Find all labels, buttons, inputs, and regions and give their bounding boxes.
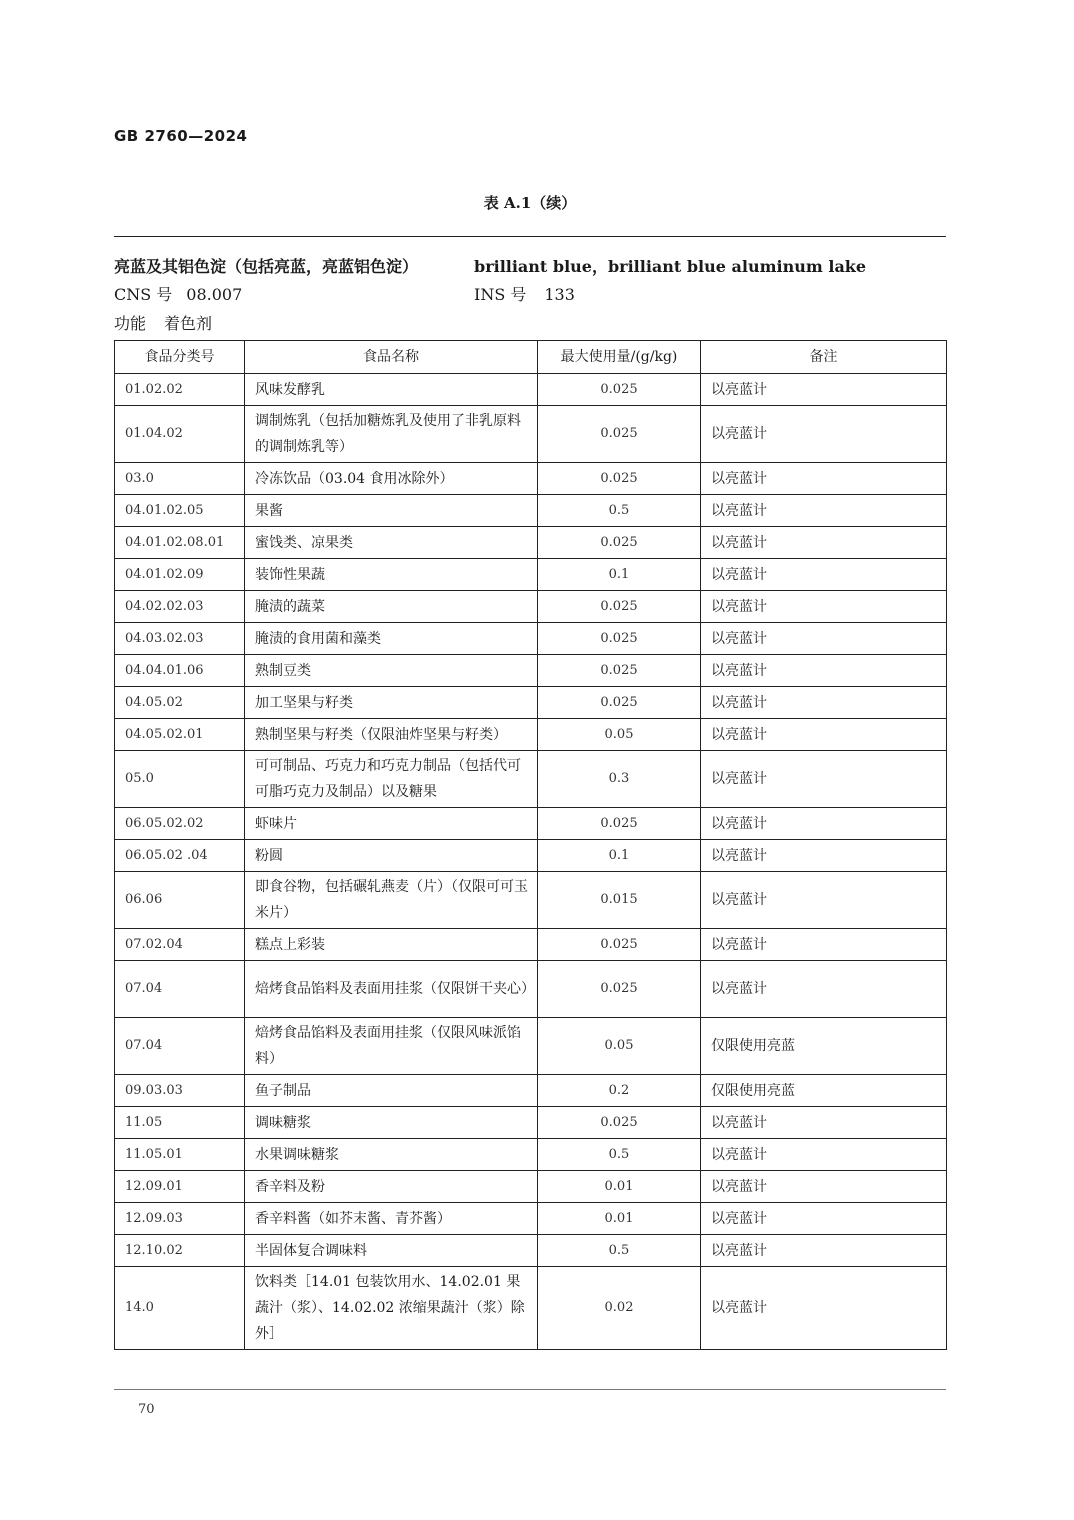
max-usage-value: 0.5 [538, 1139, 701, 1171]
ins-label: INS 号 [474, 285, 527, 304]
table-row [115, 591, 947, 623]
food-name: 虾味片 [245, 808, 538, 840]
max-usage-value: 0.025 [538, 655, 701, 687]
remark: 以亮蓝计 [701, 1235, 947, 1267]
max-usage-value: 0.025 [538, 929, 701, 961]
remark: 以亮蓝计 [701, 527, 947, 559]
additive-usage-table [114, 340, 947, 1350]
food-name: 蜜饯类、凉果类 [245, 527, 538, 559]
table-row [115, 1267, 947, 1350]
footer-rule [114, 1389, 946, 1390]
food-name: 香辛料及粉 [245, 1171, 538, 1203]
table-caption: 表 A.1（续） [483, 194, 577, 212]
column-header: 食品分类号 [115, 341, 245, 374]
table-row [115, 751, 947, 808]
table-row [115, 1139, 947, 1171]
ins-value: 133 [544, 285, 575, 304]
table-row [115, 687, 947, 719]
table-row [115, 929, 947, 961]
food-category-code: 01.04.02 [115, 406, 245, 463]
food-name: 粉圆 [245, 840, 538, 872]
column-header: 备注 [701, 341, 947, 374]
food-category-code: 12.09.01 [115, 1171, 245, 1203]
food-name: 装饰性果蔬 [245, 559, 538, 591]
remark: 以亮蓝计 [701, 929, 947, 961]
max-usage-value: 0.1 [538, 840, 701, 872]
remark: 以亮蓝计 [701, 1107, 947, 1139]
food-category-code: 04.01.02.05 [115, 495, 245, 527]
remark: 以亮蓝计 [701, 840, 947, 872]
remark: 以亮蓝计 [701, 751, 947, 808]
food-category-code: 07.04 [115, 1018, 245, 1075]
remark: 以亮蓝计 [701, 406, 947, 463]
table-row [115, 406, 947, 463]
remark: 以亮蓝计 [701, 495, 947, 527]
food-name: 腌渍的食用菌和藻类 [245, 623, 538, 655]
food-category-code: 04.02.02.03 [115, 591, 245, 623]
additive-name-cn: 亮蓝及其铝色淀（包括亮蓝，亮蓝铝色淀） [114, 257, 419, 276]
food-name: 饮料类［14.01 包装饮用水、14.02.01 果蔬汁（浆）、14.02.02 浓缩果蔬汁（浆）除外］ [245, 1267, 538, 1350]
max-usage-value: 0.025 [538, 687, 701, 719]
food-name: 冷冻饮品（03.04 食用冰除外） [245, 463, 538, 495]
remark: 以亮蓝计 [701, 591, 947, 623]
cns-line [114, 282, 242, 305]
max-usage-value: 0.015 [538, 872, 701, 929]
table-row [115, 1107, 947, 1139]
caption-rule [114, 236, 946, 237]
table-row [115, 840, 947, 872]
table-row [115, 655, 947, 687]
food-category-code: 06.05.02 .04 [115, 840, 245, 872]
max-usage-value: 0.025 [538, 527, 701, 559]
max-usage-value: 0.01 [538, 1171, 701, 1203]
remark: 以亮蓝计 [701, 374, 947, 406]
food-name: 风味发酵乳 [245, 374, 538, 406]
food-category-code: 06.06 [115, 872, 245, 929]
food-category-code: 12.09.03 [115, 1203, 245, 1235]
table-row [115, 1235, 947, 1267]
table-row [115, 527, 947, 559]
remark: 以亮蓝计 [701, 1267, 947, 1350]
remark: 以亮蓝计 [701, 872, 947, 929]
table-row [115, 623, 947, 655]
function-label: 功能 [114, 314, 147, 333]
remark: 以亮蓝计 [701, 1203, 947, 1235]
table-row [115, 1171, 947, 1203]
max-usage-value: 0.025 [538, 374, 701, 406]
max-usage-value: 0.025 [538, 961, 701, 1018]
max-usage-value: 0.05 [538, 719, 701, 751]
remark: 以亮蓝计 [701, 655, 947, 687]
remark: 以亮蓝计 [701, 1139, 947, 1171]
table-row [115, 719, 947, 751]
food-name: 糕点上彩装 [245, 929, 538, 961]
remark: 以亮蓝计 [701, 463, 947, 495]
food-category-code: 05.0 [115, 751, 245, 808]
table-row [115, 559, 947, 591]
max-usage-value: 0.2 [538, 1075, 701, 1107]
remark: 仅限使用亮蓝 [701, 1018, 947, 1075]
page-number: 70 [138, 1402, 155, 1417]
food-category-code: 04.01.02.08.01 [115, 527, 245, 559]
cns-label: CNS 号 [114, 285, 173, 304]
table-row [115, 1075, 947, 1107]
table-row [115, 374, 947, 406]
remark: 以亮蓝计 [701, 719, 947, 751]
max-usage-value: 0.5 [538, 1235, 701, 1267]
max-usage-value: 0.025 [538, 591, 701, 623]
column-header: 食品名称 [245, 341, 538, 374]
function-value: 着色剂 [164, 314, 213, 333]
food-category-code: 03.0 [115, 463, 245, 495]
max-usage-value: 0.025 [538, 463, 701, 495]
food-name: 香辛料酱（如芥末酱、青芥酱） [245, 1203, 538, 1235]
max-usage-value: 0.01 [538, 1203, 701, 1235]
remark: 以亮蓝计 [701, 961, 947, 1018]
food-category-code: 04.01.02.09 [115, 559, 245, 591]
table-row [115, 1203, 947, 1235]
food-name: 半固体复合调味料 [245, 1235, 538, 1267]
table-body [115, 374, 947, 1350]
max-usage-value: 0.02 [538, 1267, 701, 1350]
remark: 以亮蓝计 [701, 623, 947, 655]
food-category-code: 04.04.01.06 [115, 655, 245, 687]
max-usage-value: 0.025 [538, 623, 701, 655]
food-name: 调味糖浆 [245, 1107, 538, 1139]
remark: 以亮蓝计 [701, 808, 947, 840]
food-name: 鱼子制品 [245, 1075, 538, 1107]
food-name: 熟制坚果与籽类（仅限油炸坚果与籽类） [245, 719, 538, 751]
food-category-code: 04.05.02.01 [115, 719, 245, 751]
column-header: 最大使用量/(g/kg) [538, 341, 701, 374]
additive-name-en: brilliant blue，brilliant blue aluminum lake [474, 257, 867, 276]
document-code: GB 2760—2024 [114, 127, 248, 145]
max-usage-value: 0.025 [538, 406, 701, 463]
function-line [114, 311, 212, 334]
food-name: 水果调味糖浆 [245, 1139, 538, 1171]
max-usage-value: 0.05 [538, 1018, 701, 1075]
table-row [115, 961, 947, 1018]
food-category-code: 01.02.02 [115, 374, 245, 406]
food-name: 焙烤食品馅料及表面用挂浆（仅限饼干夹心） [245, 961, 538, 1018]
food-category-code: 04.05.02 [115, 687, 245, 719]
max-usage-value: 0.1 [538, 559, 701, 591]
food-name: 可可制品、巧克力和巧克力制品（包括代可可脂巧克力及制品）以及糖果 [245, 751, 538, 808]
max-usage-value: 0.5 [538, 495, 701, 527]
max-usage-value: 0.025 [538, 1107, 701, 1139]
food-category-code: 04.03.02.03 [115, 623, 245, 655]
table-header-row [115, 341, 947, 374]
food-category-code: 14.0 [115, 1267, 245, 1350]
food-category-code: 09.03.03 [115, 1075, 245, 1107]
table-row [115, 463, 947, 495]
food-category-code: 11.05.01 [115, 1139, 245, 1171]
remark: 仅限使用亮蓝 [701, 1075, 947, 1107]
food-name: 腌渍的蔬菜 [245, 591, 538, 623]
food-name: 加工坚果与籽类 [245, 687, 538, 719]
remark: 以亮蓝计 [701, 559, 947, 591]
remark: 以亮蓝计 [701, 1171, 947, 1203]
food-category-code: 12.10.02 [115, 1235, 245, 1267]
food-category-code: 06.05.02.02 [115, 808, 245, 840]
food-category-code: 11.05 [115, 1107, 245, 1139]
max-usage-value: 0.3 [538, 751, 701, 808]
food-name: 调制炼乳（包括加糖炼乳及使用了非乳原料的调制炼乳等） [245, 406, 538, 463]
ins-line [474, 282, 575, 305]
table-row [115, 872, 947, 929]
food-name: 熟制豆类 [245, 655, 538, 687]
table-row [115, 1018, 947, 1075]
remark: 以亮蓝计 [701, 687, 947, 719]
food-category-code: 07.02.04 [115, 929, 245, 961]
cns-value: 08.007 [186, 285, 243, 304]
food-name: 果酱 [245, 495, 538, 527]
food-name: 即食谷物，包括碾轧燕麦（片）（仅限可可玉米片） [245, 872, 538, 929]
table-row [115, 495, 947, 527]
max-usage-value: 0.025 [538, 808, 701, 840]
food-name: 焙烤食品馅料及表面用挂浆（仅限风味派馅料） [245, 1018, 538, 1075]
food-category-code: 07.04 [115, 961, 245, 1018]
table-row [115, 808, 947, 840]
